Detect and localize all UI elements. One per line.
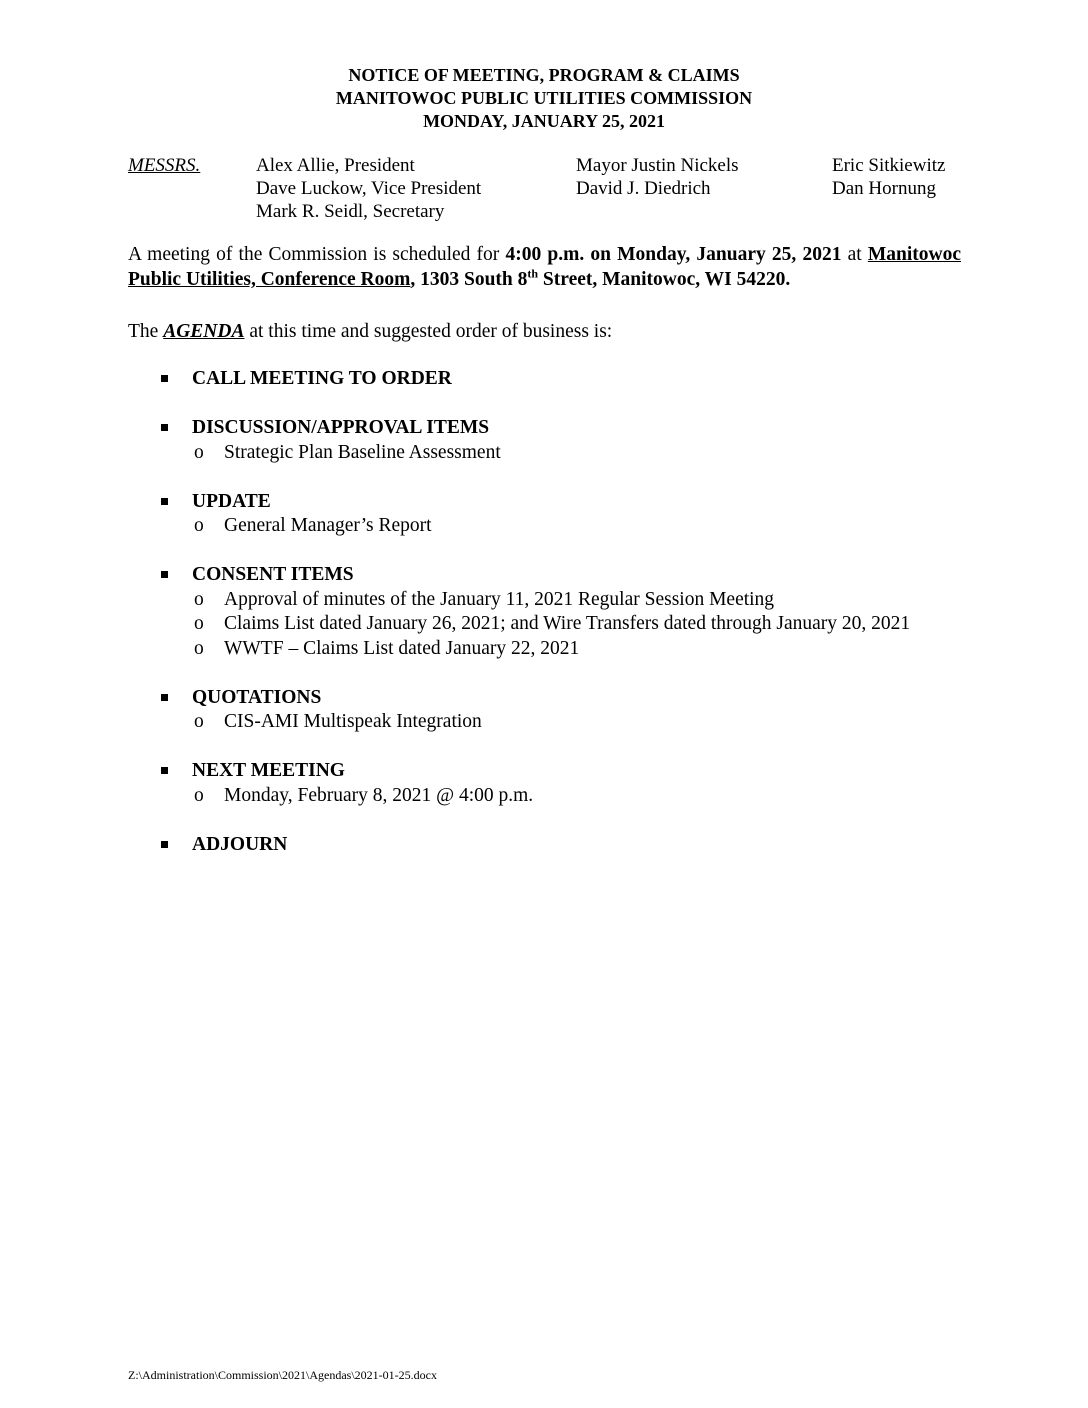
agenda-section-title-text: ADJOURN — [192, 833, 288, 855]
member-name: Dan Hornung — [832, 178, 936, 199]
meeting-time-date: 4:00 p.m. on Monday, January 25, 2021 — [505, 244, 842, 265]
sub-item-marker: o — [194, 711, 204, 732]
square-bullet-icon — [161, 841, 168, 848]
agenda-sub-item-text: CIS-AMI Multispeak Integration — [224, 711, 482, 732]
square-bullet-icon — [161, 498, 168, 505]
agenda-section — [128, 416, 968, 465]
agenda-sub-item — [128, 514, 961, 539]
agenda-section — [128, 686, 968, 735]
agenda-sub-item-text: General Manager’s Report — [224, 515, 432, 536]
agenda-sub-item — [128, 710, 961, 735]
meeting-location: Manitowoc Public Utilities, Conference Room — [128, 244, 961, 290]
agenda-sub-item-text: WWTF – Claims List dated January 22, 2021 — [224, 637, 580, 659]
member-name: Dave Luckow, Vice President — [256, 178, 482, 199]
meeting-address-end: Street, Manitowoc, WI 54220. — [538, 269, 791, 290]
members-column-1 — [256, 154, 481, 223]
document-file-path: Z:\Administration\Commission\2021\Agendas\2021-01-25.docx — [128, 1368, 437, 1382]
agenda-section-title — [128, 367, 968, 392]
agenda-sub-item-text: Claims List dated January 26, 2021; and Wire Transfers dated through January 20, 2021 — [224, 613, 911, 634]
agenda-section-title-text: NEXT MEETING — [192, 760, 345, 781]
meeting-address-start: , 1303 South 8 — [410, 269, 528, 290]
agenda-section-title-text: QUOTATIONS — [192, 686, 322, 708]
agenda-section-title — [128, 416, 968, 441]
agenda-section-title — [128, 759, 968, 784]
agenda-section — [128, 833, 968, 858]
agenda-section-title — [128, 686, 968, 711]
member-name: Mayor Justin Nickels — [576, 155, 739, 176]
member-name: Alex Allie, President — [256, 155, 415, 176]
intro-at: at — [841, 244, 868, 265]
agenda-section-title — [128, 490, 968, 515]
agenda-sub-item-text: Monday, February 8, 2021 @ 4:00 p.m. — [224, 784, 534, 806]
agenda-sub-item — [128, 588, 961, 613]
address-ordinal-suffix: th — [527, 266, 539, 281]
agenda-intro-pre: The — [128, 321, 164, 342]
sub-item-marker: o — [194, 637, 204, 659]
agenda-word: AGENDA — [163, 321, 245, 342]
header-meeting-date: MONDAY, JANUARY 25, 2021 — [423, 111, 665, 131]
agenda-intro-line — [128, 319, 612, 344]
sub-item-marker: o — [194, 441, 204, 463]
members-column-2 — [576, 154, 739, 200]
agenda-section-title — [128, 833, 968, 858]
agenda-sub-item — [128, 784, 961, 809]
sub-item-marker: o — [194, 613, 204, 634]
header-commission-name: MANITOWOC PUBLIC UTILITIES COMMISSION — [335, 88, 753, 108]
agenda-section — [128, 367, 968, 392]
commission-members — [128, 154, 968, 226]
intro-text: A meeting of the Commission is scheduled for — [128, 244, 506, 265]
agenda-section-title-text: CONSENT ITEMS — [192, 564, 354, 585]
square-bullet-icon — [161, 424, 168, 431]
agenda-section-title-text: CALL MEETING TO ORDER — [192, 368, 452, 389]
agenda-list — [128, 367, 968, 882]
sub-item-marker: o — [194, 515, 204, 536]
agenda-section — [128, 490, 968, 539]
agenda-sub-item-text: Approval of minutes of the January 11, 2021 Regular Session Meeting — [224, 588, 775, 610]
members-column-3 — [832, 154, 945, 200]
square-bullet-icon — [161, 571, 168, 578]
agenda-section-title — [128, 563, 968, 588]
agenda-sub-item — [128, 612, 961, 637]
messrs-label: MESSRS. — [128, 155, 201, 176]
sub-item-marker: o — [194, 784, 204, 806]
document-header — [0, 64, 1088, 133]
agenda-section — [128, 759, 968, 808]
agenda-intro-post: at this time and suggested order of business is: — [244, 321, 613, 342]
square-bullet-icon — [161, 767, 168, 774]
member-name: Eric Sitkiewitz — [832, 155, 946, 176]
agenda-sub-item — [128, 441, 961, 466]
agenda-section-title-text: UPDATE — [192, 490, 271, 512]
agenda-sub-item — [128, 637, 961, 662]
square-bullet-icon — [161, 694, 168, 701]
member-name: Mark R. Seidl, Secretary — [256, 201, 445, 222]
meeting-intro-paragraph — [128, 242, 961, 292]
agenda-section-title-text: DISCUSSION/APPROVAL ITEMS — [192, 417, 490, 438]
square-bullet-icon — [161, 375, 168, 382]
agenda-sub-item-text: Strategic Plan Baseline Assessment — [224, 441, 501, 463]
sub-item-marker: o — [194, 588, 204, 610]
agenda-section — [128, 563, 968, 661]
header-notice-title: NOTICE OF MEETING, PROGRAM & CLAIMS — [348, 65, 740, 85]
member-name: David J. Diedrich — [576, 178, 711, 199]
